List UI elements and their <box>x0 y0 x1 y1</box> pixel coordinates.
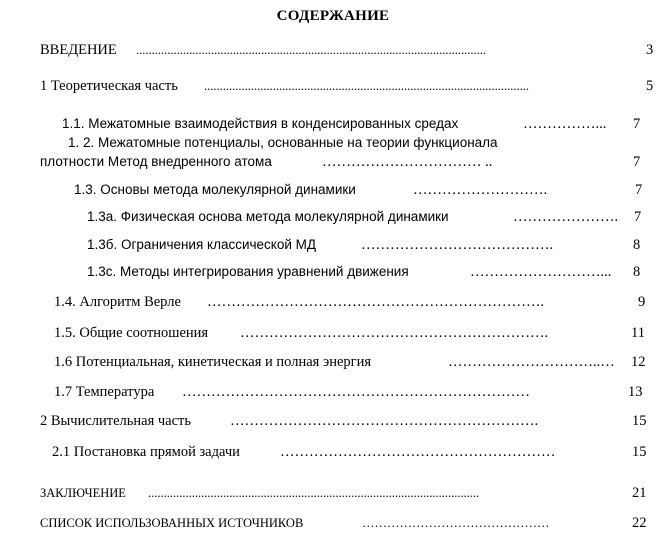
toc-entry-conclusion[interactable] <box>0 483 666 503</box>
toc-entry-leader: ………………………………………………………. <box>240 325 549 341</box>
toc-entry-1-4[interactable] <box>0 292 666 312</box>
toc-entry-text: 1.3а. Физическая основа метода молекулярной динамики <box>87 209 449 224</box>
toc-entry-text: 1.6 Потенциальная, кинетическая и полная энергия <box>54 354 372 370</box>
toc-entry-leader: ………………………... <box>470 264 612 280</box>
toc-entry-leader: …………………………… .. <box>322 154 493 170</box>
toc-entry-leader: …………………………..… <box>448 354 615 370</box>
toc-entry-leader: ……………………………………… <box>362 516 550 530</box>
toc-entry-references[interactable] <box>0 513 666 533</box>
toc-entry-text: 1. 2. Межатомные потенциалы, основанные на теории функционала <box>68 135 498 150</box>
toc-entry-1-2-line2[interactable] <box>0 152 666 172</box>
toc-entry-text: 1.3. Основы метода молекулярной динамики <box>74 182 356 197</box>
toc-entry-computational[interactable] <box>0 411 666 431</box>
toc-entry-leader: ................................................................................................................ <box>136 43 486 57</box>
toc-entry-page: 7 <box>635 182 643 198</box>
toc-entry-leader: ………………………………………………………. <box>230 413 539 429</box>
toc-entry-text: СПИСОК ИСПОЛЬЗОВАННЫХ ИСТОЧНИКОВ <box>40 516 304 530</box>
toc-entry-text: ЗАКЛЮЧЕНИЕ <box>40 486 126 500</box>
toc-entry-text: 1.3с. Методы интегрирования уравнений движения <box>87 264 409 279</box>
toc-entry-leader: ……………………………………………………………. <box>207 294 545 310</box>
toc-entry-1-2-line1[interactable] <box>0 133 666 153</box>
toc-entry-leader: ……………………………………………………………… <box>182 384 530 400</box>
toc-entry-introduction[interactable] <box>0 40 666 60</box>
toc-entry-page: 9 <box>638 294 646 310</box>
toc-entry-text: 1.1. Межатомные взаимодействия в конденсированных средах <box>62 116 459 131</box>
toc-entry-text: 2.1 Постановка прямой задачи <box>52 444 240 460</box>
toc-entry-text: 1.4. Алгоритм Верле <box>54 294 181 310</box>
toc-entry-page: 22 <box>632 515 647 531</box>
toc-entry-1-3[interactable] <box>0 180 666 200</box>
toc-entry-leader: …………………. <box>513 209 619 225</box>
toc-entry-2-1[interactable] <box>0 442 666 462</box>
toc-entry-1-7[interactable] <box>0 382 666 402</box>
toc-entry-page: 11 <box>631 325 645 341</box>
toc-entry-leader: …………………………………. <box>361 237 554 253</box>
toc-entry-page: 8 <box>633 264 641 280</box>
toc-entry-page: 7 <box>634 209 642 225</box>
toc-entry-1-1[interactable] <box>0 114 666 134</box>
toc-entry-page: 5 <box>646 78 654 94</box>
toc-entry-1-3c[interactable] <box>0 262 666 282</box>
toc-entry-text: 1.7 Температура <box>54 384 155 400</box>
toc-entry-leader: ………………………………………………… <box>280 444 556 460</box>
toc-entry-leader: .......................................................................................................... <box>148 486 480 500</box>
toc-entry-page: 7 <box>633 116 641 132</box>
toc-entry-text: 2 Вычислительная часть <box>40 413 191 429</box>
toc-entry-leader: ........................................................................................................ <box>204 79 529 93</box>
toc-entry-leader: ……………... <box>523 116 607 132</box>
toc-entry-1-3b[interactable] <box>0 235 666 255</box>
toc-entry-page: 15 <box>632 413 647 429</box>
toc-entry-theory[interactable] <box>0 76 666 96</box>
toc-entry-page: 3 <box>646 42 654 58</box>
toc-entry-text: 1 Теоретическая часть <box>40 78 178 94</box>
toc-entry-1-5[interactable] <box>0 323 666 343</box>
toc-entry-text: 1.3б. Ограничения классической МД <box>87 237 317 252</box>
toc-entry-text: 1.5. Общие соотношения <box>54 325 209 341</box>
toc-entry-page: 12 <box>631 354 646 370</box>
toc-entry-text: ВВЕДЕНИЕ <box>40 42 117 58</box>
toc-entry-1-6[interactable] <box>0 352 666 372</box>
toc-entry-page: 13 <box>628 384 643 400</box>
toc-entry-page: 21 <box>632 485 647 501</box>
toc-title: СОДЕРЖАНИЕ <box>276 8 390 24</box>
toc-entry-text: плотности Метод внедренного атома <box>40 154 272 169</box>
toc-entry-page: 8 <box>633 237 641 253</box>
toc-entry-leader: ………………………. <box>413 182 548 198</box>
toc-entry-1-3a[interactable] <box>0 207 666 227</box>
toc-entry-page: 15 <box>632 444 647 460</box>
toc-entry-page: 7 <box>633 154 641 170</box>
